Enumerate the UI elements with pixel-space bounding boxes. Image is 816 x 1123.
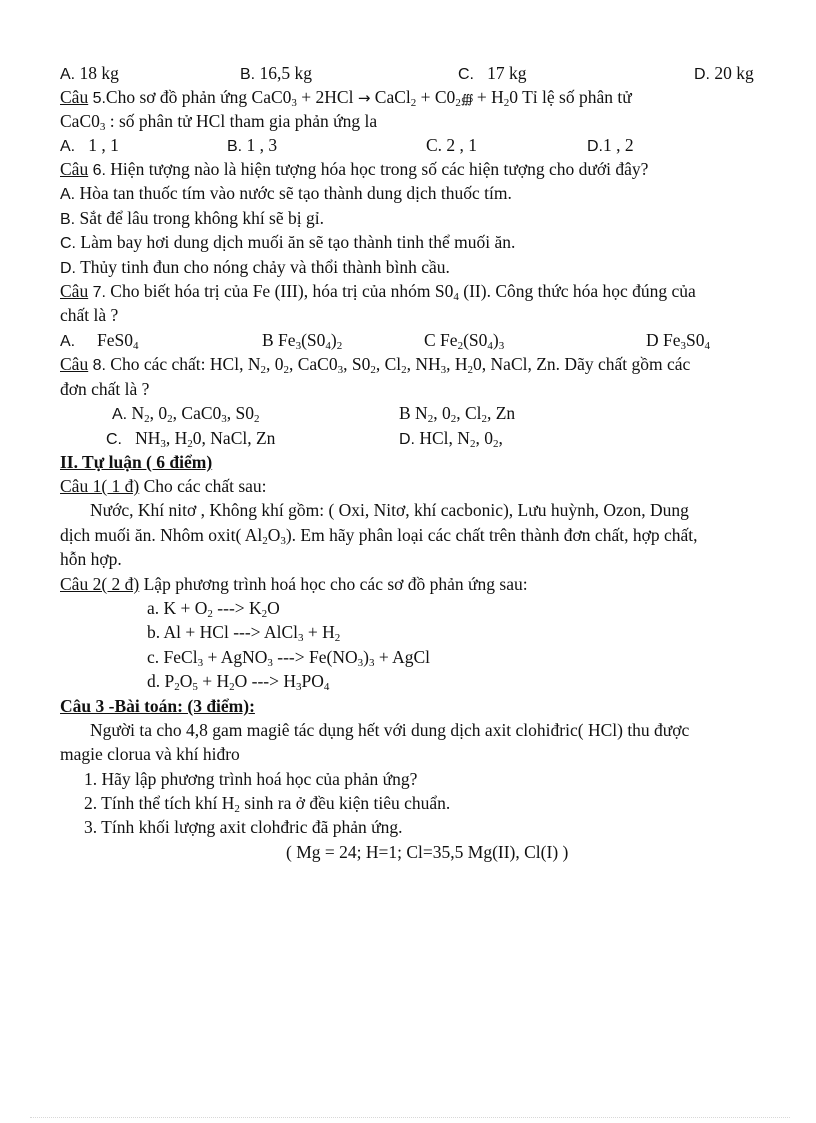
equation-b: b. Al + HCl ---> AlCl$_3$ + $H_2$: [147, 622, 341, 644]
q7-option-c: C $Fe_2(S0_4)_3$: [424, 330, 505, 352]
q8-option-a: A. $N_2$, $0_2$, $CaC0_3$, $S0_2$: [112, 403, 260, 425]
q6-option-a: A. Hòa tan thuốc tím vào nước sẽ tạo thành dung dịch thuốc tím.: [60, 183, 512, 203]
essay-q3-item-3: 3. Tính khối lượng axit clohđric đã phản ứng.: [84, 817, 403, 837]
q4-option-a: A. 18 kg: [60, 63, 119, 83]
q7-option-b: B $Fe_3(S0_4)_2$: [262, 330, 343, 352]
q7-option-a: A. $FeS0_4$: [60, 330, 139, 352]
essay-q3-line2: magie clorua và khí hiđro: [60, 744, 240, 764]
essay-q3-note: ( Mg = 24; H=1; Cl=35,5 Mg(II), Cl(I) ): [286, 842, 569, 862]
q7-question-line1: Câu 7. Cho biết hóa trị của Fe (III), hóa trị của nhóm $S0_4$ (II). Công thức hóa học đúng của: [60, 281, 696, 303]
q5-option-b: B. 1 , 3: [227, 135, 278, 155]
q7-question-line2: chất là ?: [60, 305, 119, 325]
q8-option-c: C. $NH_3$, $H_20$, NaCl, Zn: [106, 428, 276, 450]
section-heading-part2: II. Tự luận ( 6 điểm): [60, 452, 213, 472]
page-bottom-divider: [30, 1117, 790, 1118]
reaction-arrow-icon: →: [357, 89, 371, 107]
essay-q1-line2: dịch muối ăn. Nhôm oxit( $Al_2O_3$). Em hãy phân loại các chất trên thành đơn chất, hợp chất,: [60, 525, 698, 547]
q6-question: Câu 6. Hiện tượng nào là hiện tượng hóa học trong số các hiện tượng cho dưới đây?: [60, 159, 649, 179]
q4-option-b: B. 16,5 kg: [240, 63, 312, 83]
gas-symbol-icon: ∰: [460, 92, 473, 106]
q8-question-line2: đơn chất là ?: [60, 379, 150, 399]
essay-q2-title: Câu 2( 2 đ) Lập phương trình hoá học cho các sơ đồ phản ứng sau:: [60, 574, 528, 594]
q6-option-c: C. Làm bay hơi dung dịch muối ăn sẽ tạo thành tinh thể muối ăn.: [60, 232, 516, 252]
equation-c: c. FeCl$_3$ + AgNO$_3$ ---> $Fe(NO_3)_3$ + AgCl: [147, 647, 431, 669]
equation-a: a. $K + O_2$ ---> $K_2O$: [147, 598, 280, 620]
q4-option-c: C. 17 kg: [458, 63, 527, 83]
essay-q1-line3: hỗn hợp.: [60, 549, 122, 569]
essay-q1-line1: Nước, Khí nitơ , Không khí gồm: ( Oxi, Nitơ, khí cacbonic), Lưu huỳnh, Ozon, Dung: [90, 500, 689, 520]
q8-option-b: B $N_2$, $0_2$, $Cl_2$, Zn: [399, 403, 516, 425]
q5-option-d: D.1 , 2: [587, 135, 634, 155]
q5-question-line2: $CaC0_3$ : số phân tử HCl tham gia phản ứng la: [60, 111, 378, 133]
essay-q3-item-1: 1. Hãy lập phương trình hoá học của phản ứng?: [84, 769, 418, 789]
essay-q3-title: Câu 3 -Bài toán: (3 điểm):: [60, 696, 255, 716]
essay-q3-line1: Người ta cho 4,8 gam magiê tác dụng hết với dung dịch axit clohiđric( HCl) thu được: [90, 720, 690, 740]
q5-option-c: C. 2 , 1: [426, 135, 478, 155]
q5-option-a: A. 1 , 1: [60, 135, 119, 155]
q6-option-d: D. Thủy tinh đun cho nóng chảy và thổi thành bình cầu.: [60, 257, 450, 277]
q5-question-line1: Câu 5.Cho sơ đồ phản ứng $CaC0_3 + 2HCl$ → CaCl$_2$ + $C0_2∰ + H_20$ Tỉ lệ số phân tử: [60, 87, 632, 109]
q6-option-b: B. Sắt để lâu trong không khí sẽ bị gỉ.: [60, 208, 324, 228]
q7-option-d: D $Fe_3S0_4$: [646, 330, 710, 352]
q8-question-line1: Câu 8. Cho các chất: HCl, $N_2$, $0_2$, $CaC0_3$, $S0_2$, $Cl_2$, $NH_3$, $H_20$, NaCl, Zn. Dãy chất gồm các: [60, 354, 691, 376]
q8-option-d: D. HCl, $N_2$, $0_2$,: [399, 428, 503, 450]
essay-q3-item-2: 2. Tính thể tích khí $H_2$ sinh ra ở đều kiện tiêu chuẩn.: [84, 793, 451, 815]
equation-d: d. $P_2O_5 + H_2O$ ---> $H_3PO_4$: [147, 671, 330, 693]
essay-q1-title: Câu 1( 1 đ) Cho các chất sau:: [60, 476, 267, 496]
q4-option-d: D. 20 kg: [694, 63, 754, 83]
